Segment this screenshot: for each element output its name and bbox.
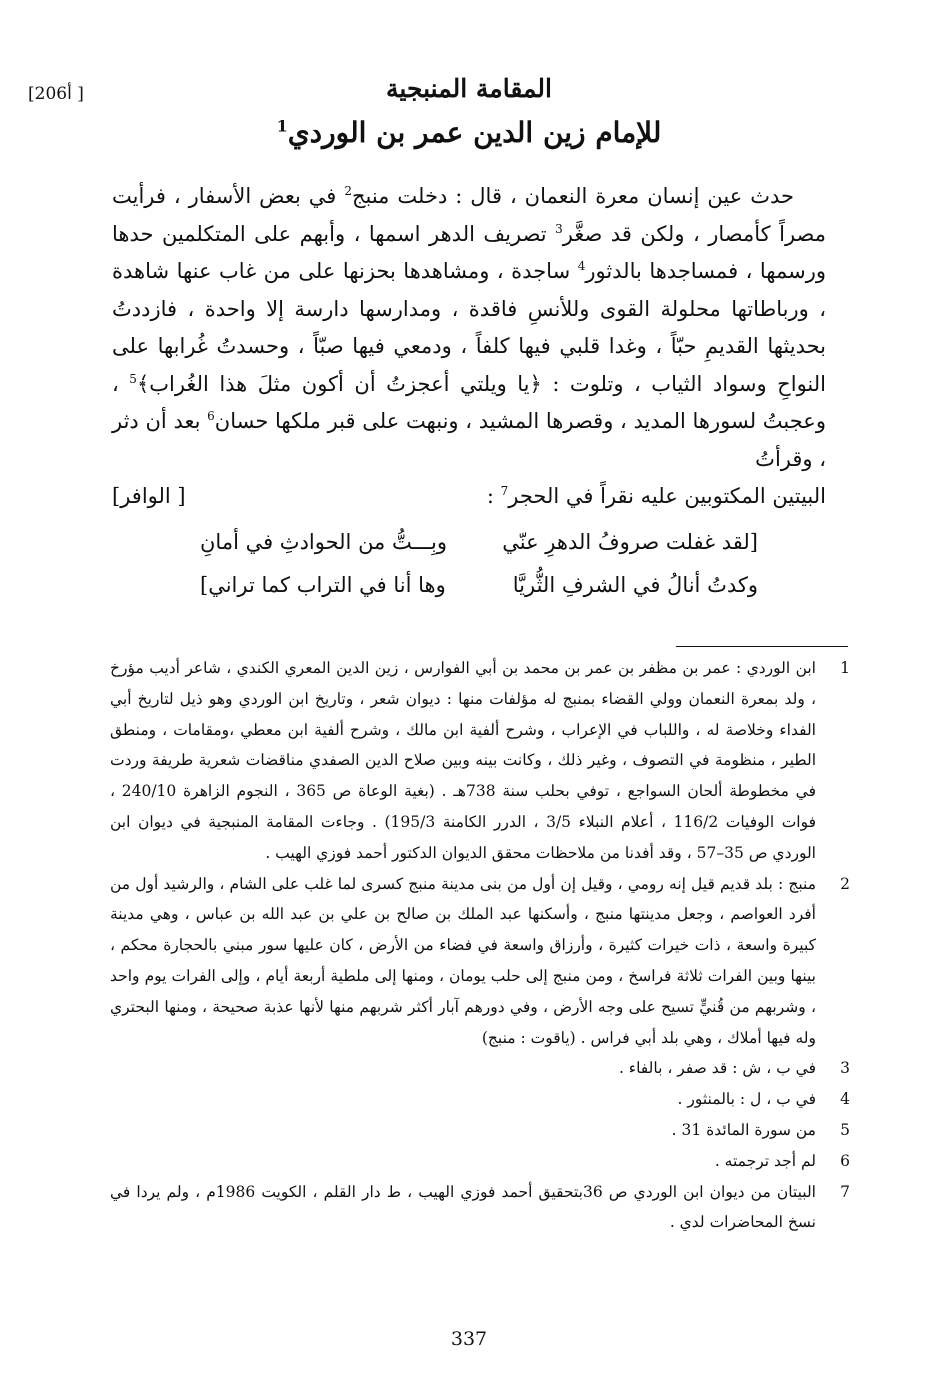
body-segment: حدث عين إنسان معرة النعمان ، قال : دخلت منبج <box>351 184 794 208</box>
footnote-number: 5 <box>840 1120 850 1139</box>
body-segment: ساجدة ، ومشاهدها بحزنها على من غاب عنها شاهدة ، ورباطاتها محلولة القوى وللأنسِ فاقدة ، ومدارسها دارسة إلا واحدة ، فازددتُ بحديثها القديمِ حبّاً ، وغدا قلبي فيها كلفاً ، ودمعي فيها صبّاً ، وحسدتُ غُرابها على النواحِ وسواد الثياب ، وتلوت : ﴿يا ويلتي أعجزتُ أن أكون مثلَ هذا الغُراب﴾ <box>112 259 826 396</box>
footnote-number: 3 <box>840 1059 850 1078</box>
body-last-line-text: البيتين المكتوبين عليه نقراً في الحجر$^7$ : <box>486 484 826 508</box>
verse-first-hemistich: [لقد غفلت صروفُ الدهرِ عنّي <box>502 530 758 554</box>
footnote-number: 6 <box>840 1151 850 1170</box>
footnote-ref: 2 <box>344 184 352 198</box>
manuscript-folio-marker: [206أ ] <box>28 84 84 104</box>
body-segment: بعد أن دثر ، وقرأتُ <box>112 409 826 471</box>
footnote-item <box>110 653 850 869</box>
footnote-text: من سورة المائدة 31 . <box>671 1120 816 1139</box>
footnote-text: في ب ، ل : بالمنثور . <box>677 1090 816 1109</box>
verse-line <box>200 521 758 564</box>
verse-second-hemistich: وها أنا في التراب كما تراني] <box>200 573 446 597</box>
footnote-text: لم أجد ترجمته . <box>714 1151 816 1170</box>
verse-line <box>200 564 758 607</box>
footnote-number: 7 <box>840 1182 850 1201</box>
footnote-ref: 1 <box>276 116 288 136</box>
verse-first-hemistich: وكدتُ أنالُ في الشرفِ الثُّريَّا <box>512 573 758 597</box>
footnote-text: ابن الوردي : عمر بن مظفر بن عمر بن محمد بن أبي الفوارس ، زين الدين المعري الكندي ، شاعر أديب مؤرخ ، ولد بمعرة النعمان وولي القضاء بمنبج له مؤلفات منها : ديوان شعر ، وتاريخ ابن الوردي وهو ذيل لتاريخ أبي الفداء وخلاصة له ، واللباب في الإعراب ، وشرح ألفية ابن مالك ، وشرح ألفية ابن معطي ،ومقامات ، ومنطق الطير ، منظومة في التصوف ، وغير ذلك ، وكانت بينه وبين صلاح الدين الصفدي مناقضات شعرية طريفة وردت في مخطوطة ألحان السواجع ، توفي بحلب سنة 738هـ . (بغية الوعاة ص 365 ، النجوم الزاهرة 240/10 ، فوات الوفيات 116/2 ، أعلام النبلاء 3/5 ، الدرر الكامنة 195/3) . وجاءت المقامة المنبجية في ديوان ابن الوردي ص 35–57 ، وقد أفدنا من ملاحظات محقق الديوان الدكتور أحمد فوزي الهيب . <box>110 659 817 862</box>
footnote-ref: 5 <box>129 371 137 386</box>
page-number: 337 <box>450 1328 488 1350</box>
body-last-line <box>112 478 826 516</box>
footnote-number: 4 <box>840 1090 850 1109</box>
poem-verses <box>200 521 758 607</box>
page-subtitle <box>0 116 938 149</box>
poetic-meter-label: [ الوافر] <box>112 484 186 508</box>
footnote-text: البيتان من ديوان ابن الوردي ص 36بتحقيق أحمد فوزي الهيب ، ط دار القلم ، الكويت 1986م ، ولم يردا في نسخ المحاضرات لدي . <box>110 1182 816 1232</box>
footnote-item <box>110 1115 850 1146</box>
body-segment: في بعض الأسفار ، فرأيت مصراً كأمصار ، ولكن قد صغَّر <box>112 184 826 246</box>
body-segment: تصريف الدهر اسمها ، وأبهم على المتكلمين حدها ورسمها ، فمساجدها بالدثور <box>112 221 826 283</box>
footnote-item <box>110 1146 850 1177</box>
footnote-ref: 3 <box>555 221 563 236</box>
footnote-ref: 7 <box>500 484 509 498</box>
footnote-item <box>110 869 850 1054</box>
footnote-separator <box>676 646 848 647</box>
page-title: المقامة المنبجية <box>386 74 552 103</box>
footnote-number: 1 <box>840 659 850 677</box>
footnote-item <box>110 1084 850 1115</box>
footnotes-list <box>110 653 850 1238</box>
body-segment: ، وعجبتُ لسورها المديد ، وقصرها المشيد ، ونبهت على قبر ملكها حسان <box>112 371 826 433</box>
subtitle-text: للإمام زين الدين عمر بن الوردي <box>287 116 662 149</box>
footnote-item <box>110 1053 850 1084</box>
body-paragraph <box>112 178 826 478</box>
footnote-ref: 6 <box>207 409 215 423</box>
footnote-number: 2 <box>840 874 850 893</box>
footnote-item <box>110 1177 850 1239</box>
footnote-ref: 4 <box>577 259 586 273</box>
footnote-text: منبج : بلد قديم قيل إنه رومي ، وقيل إن أول من بنى مدينة منبج كسرى لما غلب على الشام ، والرشيد أول من أفرد العواصم ، وجعل مدينتها منبج ، وأسكنها عبد الملك بن صالح بن علي بن عبد الله بن عباس ، وهي مدينة كبيرة واسعة ، ذات خيرات كثيرة ، وأرزاق واسعة في فضاء من الأرض ، كان عليها سور مبني بالحجارة محكم ، بينها وبين الفرات ثلاثة فراسخ ، ومن منبج إلى حلب يومان ، ومنها إلى ملطية أربعة أيام ، وإلى الفرات يوم واحد ، وشربهم من قُنيٍّ تسيح على وجه الأرض ، وفي دورهم آبار أكثر شربهم منها لأنها عذبة صحيحة ، ومنها البحتري وله فيها أملاك ، وهي بلد أبي فراس . (ياقوت : منبج) <box>110 874 816 1047</box>
footnote-text: في ب ، ش : قد صفر ، بالفاء . <box>618 1059 816 1078</box>
main-text <box>112 178 826 516</box>
verse-second-hemistich: وبِـــتُّ من الحوادثِ في أمانِ <box>200 530 448 554</box>
